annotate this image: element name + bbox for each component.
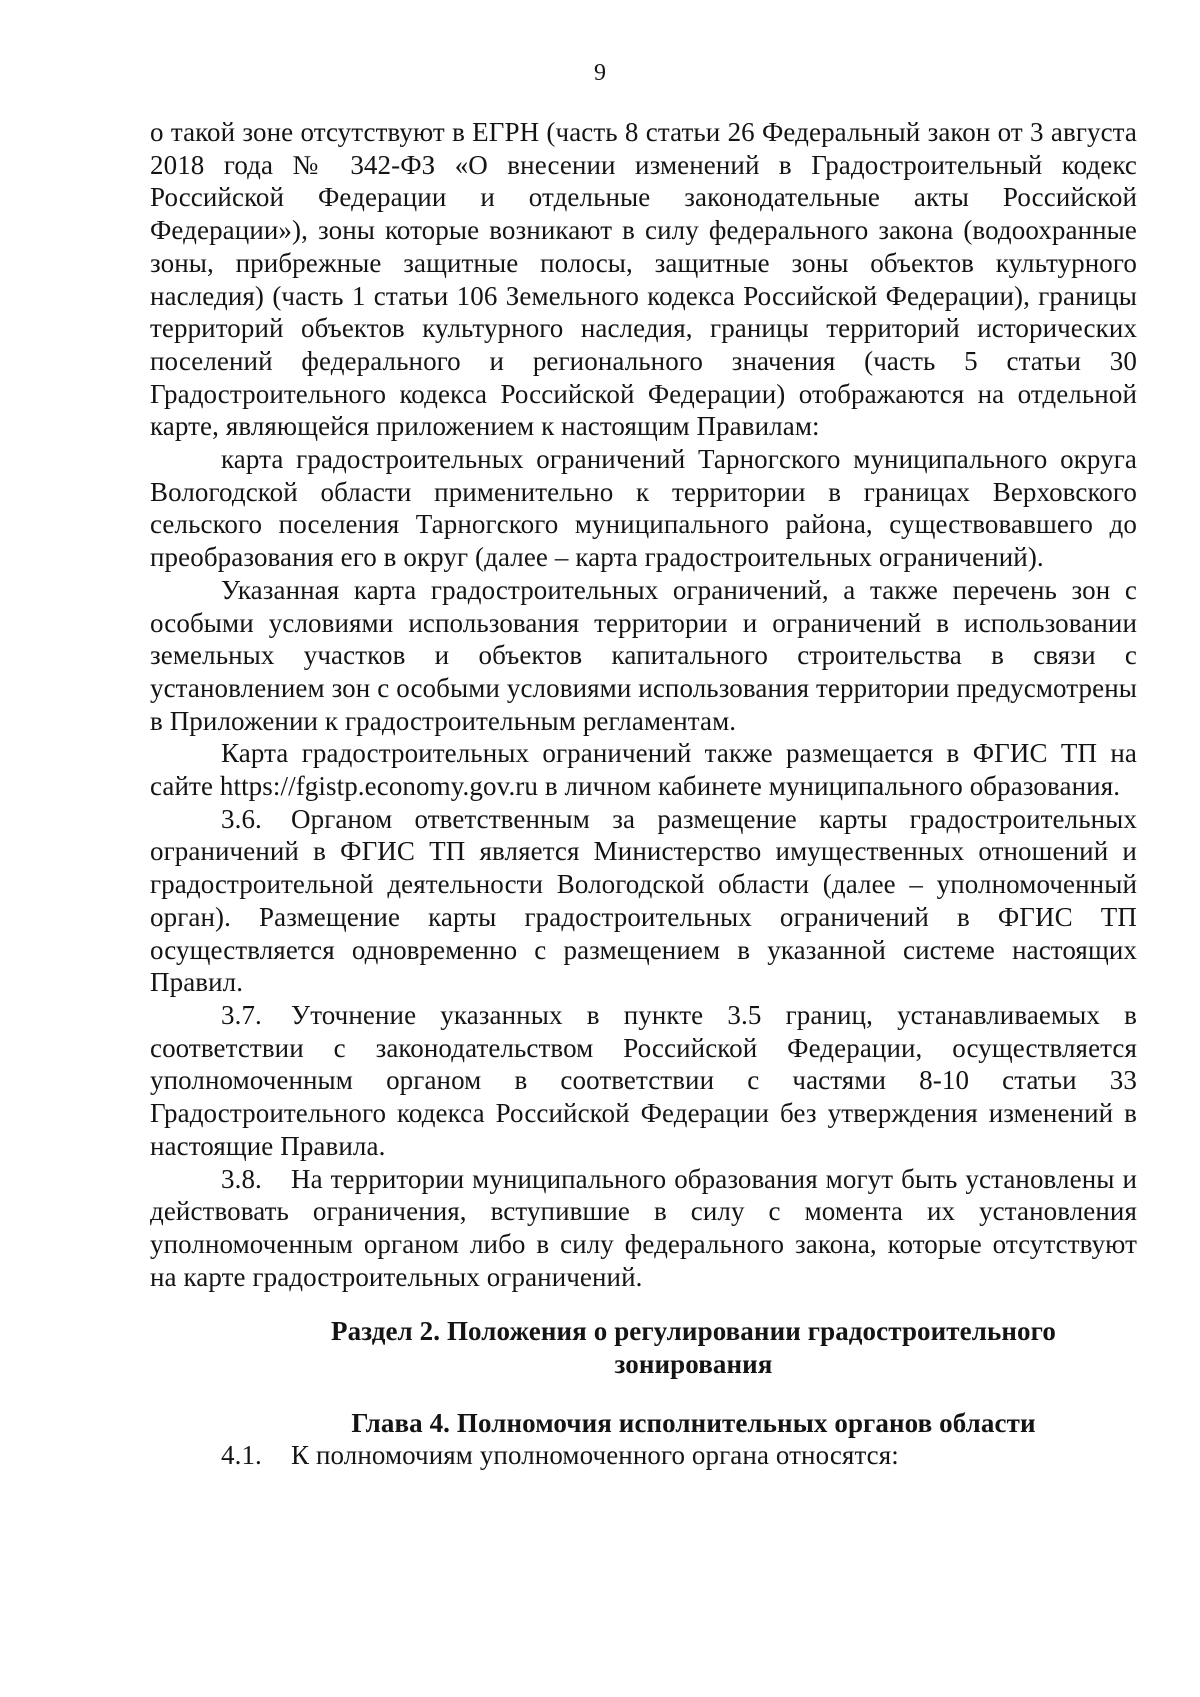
paragraph-map-and-list: Указанная карта градостроительных ограничений, а также перечень зон с особыми условиями использования территории и ограничений в использовании земельных участков и объектов капитального строительства в связи с установлением зон с особыми условиями использования территории предусмотрены в Приложении к градостроительным регламентам.: [150, 574, 1137, 736]
paragraph-restrictions-map: карта градостроительных ограничений Тарногского муниципального округа Вологодской области применительно к территории в границах Верховского сельского поселения Тарногского муниципального района, существовавшего до преобразования его в округ (далее – карта градостроительных ограничений).: [150, 444, 1137, 573]
section-2-heading-line-2: зонирования: [614, 1349, 773, 1380]
document-body: [150, 116, 1137, 1472]
clause-text: Органом ответственным за размещение карты градостроительных ограничений в ФГИС ТП является Министерство имущественных отношений и градостроительной деятельности Вологодской области (далее – уполномоченный орган). Размещение карты градостроительных ограничений в ФГИС ТП осуществляется одновременно с размещением в указанной системе настоящих Правил.: [150, 803, 1137, 998]
clause-4-1: [150, 1439, 1137, 1472]
chapter-4-heading: Глава 4. Полномочия исполнительных органов области: [351, 1407, 1036, 1438]
section-2-heading: [150, 1315, 1137, 1380]
clause-text: К полномочиям уполномоченного органа относятся:: [291, 1440, 899, 1471]
clause-number: 3.6.: [221, 803, 262, 834]
clause-text: На территории муниципального образования могут быть установлены и действовать ограничения, вступившие в силу с момента их установления уполномоченным органом либо в силу федерального закона, которые отсутствуют на карте градостроительных ограничений.: [150, 1163, 1137, 1292]
paragraph-zones-intro: о такой зоне отсутствуют в ЕГРН (часть 8 статьи 26 Федеральный закон от 3 августа 2018 года № 342-ФЗ «О внесении изменений в Градостроительный кодекс Российской Федерации и отдельные законодательные акты Российской Федерации»), зоны которые возникают в силу федерального закона (водоохранные зоны, прибрежные защитные полосы, защитные зоны объектов культурного наследия) (часть 1 статьи 106 Земельного кодекса Российской Федерации), границы территорий объектов культурного наследия, границы территорий исторических поселений федерального и регионального значения (часть 5 статьи 30 Градостроительного кодекса Российской Федерации) отображаются на отдельной карте, являющейся приложением к настоящим Правилам:: [150, 117, 1137, 442]
clause-number: 3.7.: [221, 999, 262, 1030]
clause-3-7: [150, 999, 1137, 1163]
clause-3-6: [150, 803, 1137, 999]
clause-number: 3.8.: [221, 1163, 262, 1194]
paragraph-fgis-placement: Карта градостроительных ограничений также размещается в ФГИС ТП на сайте https://fgistp.economy.gov.ru в личном кабинете муниципального образования.: [150, 738, 1137, 802]
clause-number: 4.1.: [221, 1440, 262, 1471]
section-2-heading-line-1: Раздел 2. Положения о регулировании градостроительного: [331, 1316, 1056, 1347]
clause-3-8: [150, 1163, 1137, 1294]
clause-text: Уточнение указанных в пункте 3.5 границ, устанавливаемых в соответствии с законодательством Российской Федерации, осуществляется уполномоченным органом в соответствии с частями 8-10 статьи 33 Градостроительного кодекса Российской Федерации без утверждения изменений в настоящие Правила.: [150, 999, 1137, 1161]
page-number: 9: [594, 60, 606, 86]
